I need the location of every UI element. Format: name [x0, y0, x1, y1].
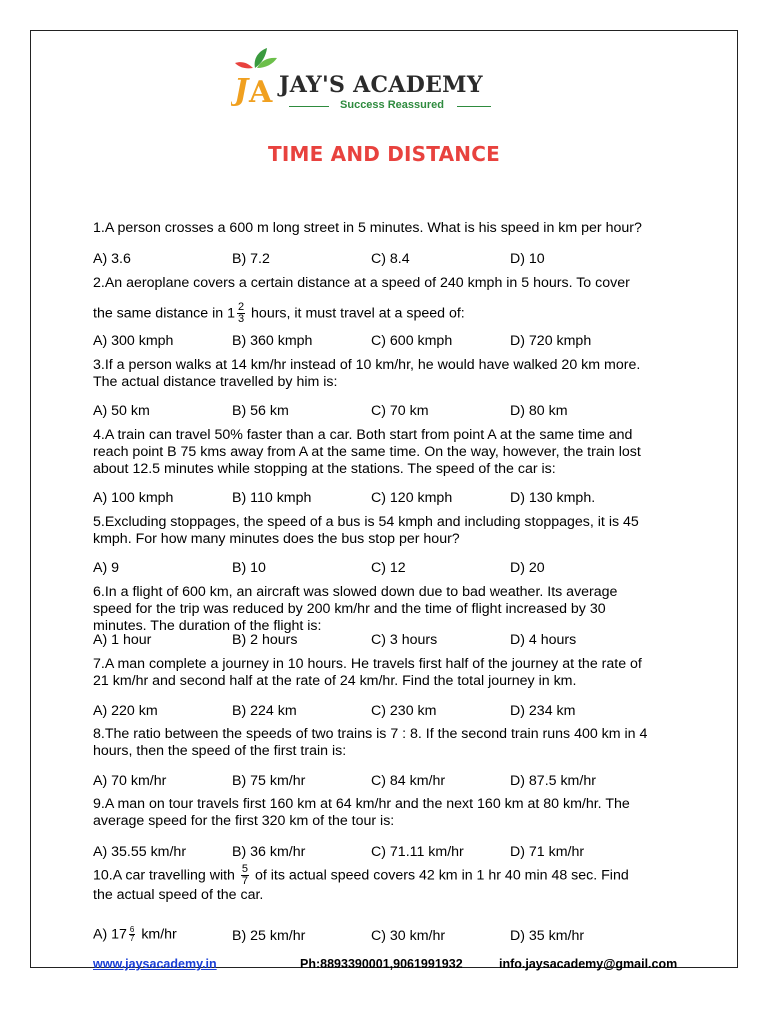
question-9: [93, 796, 693, 830]
text-fragment: km/hr: [137, 926, 177, 943]
option-c: C) 230 km: [371, 703, 437, 719]
option-a: A) 220 km: [93, 703, 158, 719]
fraction: [129, 926, 135, 943]
option-c: C) 120 kmph: [371, 490, 453, 506]
question-text-line: about 12.5 minutes while stopping at the stations. The speed of the car is:: [93, 461, 556, 477]
question-text-line: 1.A person crosses a 600 m long street in 5 minutes. What is his speed in km per hour?: [93, 220, 642, 236]
question-1: [93, 220, 693, 237]
question-text-line: [93, 864, 693, 887]
option-a: A) 1 hour: [93, 632, 152, 648]
option-d: D) 4 hours: [510, 632, 577, 648]
question-text-line: 6.In a flight of 600 km, an aircraft was slowed down due to bad weather. Its average: [93, 584, 618, 600]
fraction-numerator: 5: [241, 863, 249, 875]
question-text-line: 9.A man on tour travels first 160 km at 64 km/hr and the next 160 km at 80 km/hr. The: [93, 796, 630, 812]
text-fragment: of its actual speed covers 42 km in 1 hr 40 min 48 sec. Find: [251, 867, 629, 884]
question-7: [93, 656, 693, 690]
question-text-line: 8.The ratio between the speeds of two trains is 7 : 8. If the second train runs 400 km in 4: [93, 726, 648, 742]
question-text-line: kmph. For how many minutes does the bus stop per hour?: [93, 531, 460, 547]
option-b: B) 7.2: [232, 251, 270, 267]
option-a: A) 300 kmph: [93, 333, 174, 349]
question-text-line: 7.A man complete a journey in 10 hours. He travels first half of the journey at the rate of: [93, 656, 642, 672]
option-c: C) 70 km: [371, 403, 429, 419]
option-d: D) 234 km: [510, 703, 576, 719]
question-text-line: speed for the trip was reduced by 200 km/hr and the time of flight increased by 30: [93, 601, 606, 617]
option-c: C) 3 hours: [371, 632, 438, 648]
text-fragment: the same distance in 1: [93, 305, 235, 322]
question-text-line: 3.If a person walks at 14 km/hr instead of 10 km/hr, he would have walked 20 km more.: [93, 357, 641, 373]
question-text-line: minutes. The duration of the flight is:: [93, 618, 322, 634]
option-d: D) 720 kmph: [510, 333, 592, 349]
fraction-denominator: 7: [129, 934, 135, 943]
option-b: B) 360 kmph: [232, 333, 313, 349]
question-text-line: 5.Excluding stoppages, the speed of a bus is 54 kmph and including stoppages, it is 45: [93, 514, 639, 530]
option-a: A) 50 km: [93, 403, 150, 419]
question-text-line: the actual speed of the car.: [93, 887, 264, 903]
tagline-rule-right: [457, 106, 491, 107]
text-fragment: 10.A car travelling with: [93, 867, 239, 884]
page-title: TIME AND DISTANCE: [268, 142, 500, 166]
question-6: [93, 584, 693, 635]
academy-logo: [231, 46, 506, 118]
option-d: D) 71 km/hr: [510, 844, 585, 860]
option-c: C) 30 km/hr: [371, 928, 446, 944]
option-a: A) 3.6: [93, 251, 131, 267]
fraction-denominator: 7: [241, 875, 249, 887]
option-b: B) 75 km/hr: [232, 773, 306, 789]
fraction-numerator: 2: [237, 301, 245, 313]
option-d: D) 10: [510, 251, 545, 267]
brand-name: JAY'S ACADEMY: [279, 72, 483, 98]
option-d: D) 80 km: [510, 403, 568, 419]
option-a: [93, 926, 177, 943]
phone-number: Ph:8893390001,9061991932: [300, 957, 463, 971]
option-d: D) 20: [510, 560, 545, 576]
question-text-line: 4.A train can travel 50% faster than a car. Both start from point A at the same time and: [93, 427, 633, 443]
email-address: info.jaysacademy@gmail.com: [499, 957, 678, 971]
question-8: [93, 726, 693, 760]
tagline-row: [277, 99, 507, 113]
option-b: B) 10: [232, 560, 266, 576]
option-b: B) 224 km: [232, 703, 297, 719]
question-text-line: average speed for the first 320 km of the tour is:: [93, 813, 395, 829]
text-fragment: A) 17: [93, 926, 127, 943]
question-10: [93, 864, 693, 904]
fraction-numerator: 6: [129, 925, 135, 934]
question-4: [93, 427, 693, 478]
option-d: D) 35 km/hr: [510, 928, 585, 944]
text-fragment: hours, it must travel at a speed of:: [247, 305, 465, 322]
question-text-line: The actual distance travelled by him is:: [93, 374, 338, 390]
option-a: A) 100 kmph: [93, 490, 174, 506]
option-b: B) 110 kmph: [232, 490, 312, 506]
question-text-line: hours, then the speed of the first train is:: [93, 743, 347, 759]
option-b: B) 25 km/hr: [232, 928, 306, 944]
question-3: [93, 357, 693, 391]
svg-text:J: J: [234, 73, 249, 108]
option-b: B) 36 km/hr: [232, 844, 306, 860]
option-b: B) 56 km: [232, 403, 289, 419]
option-d: D) 87.5 km/hr: [510, 773, 596, 789]
question-2: [93, 275, 693, 325]
fraction: [241, 864, 249, 887]
leaf-icon: [235, 48, 277, 68]
option-d: D) 130 kmph.: [510, 490, 596, 506]
option-c: C) 84 km/hr: [371, 773, 446, 789]
option-a: A) 35.55 km/hr: [93, 844, 187, 860]
question-text-line: [93, 302, 693, 325]
option-c: C) 71.11 km/hr: [371, 844, 464, 860]
question-text-line: 2.An aeroplane covers a certain distance at a speed of 240 kmph in 5 hours. To cover: [93, 275, 630, 291]
question-5: [93, 514, 693, 548]
option-a: A) 9: [93, 560, 120, 576]
option-b: B) 2 hours: [232, 632, 298, 648]
website-link[interactable]: www.jaysacademy.in: [93, 957, 217, 971]
option-c: C) 12: [371, 560, 406, 576]
fraction: [237, 302, 245, 325]
svg-text:A: A: [249, 75, 273, 110]
question-text-line: 21 km/hr and second half at the rate of 24 km/hr. Find the total journey in km.: [93, 673, 577, 689]
option-c: C) 8.4: [371, 251, 410, 267]
option-c: C) 600 kmph: [371, 333, 453, 349]
tagline: Success Reassured: [340, 99, 444, 111]
option-a: A) 70 km/hr: [93, 773, 167, 789]
question-text-line: reach point B 75 kms away from A at the same time. On the way, however, the train lost: [93, 444, 641, 460]
fraction-denominator: 3: [237, 313, 245, 325]
